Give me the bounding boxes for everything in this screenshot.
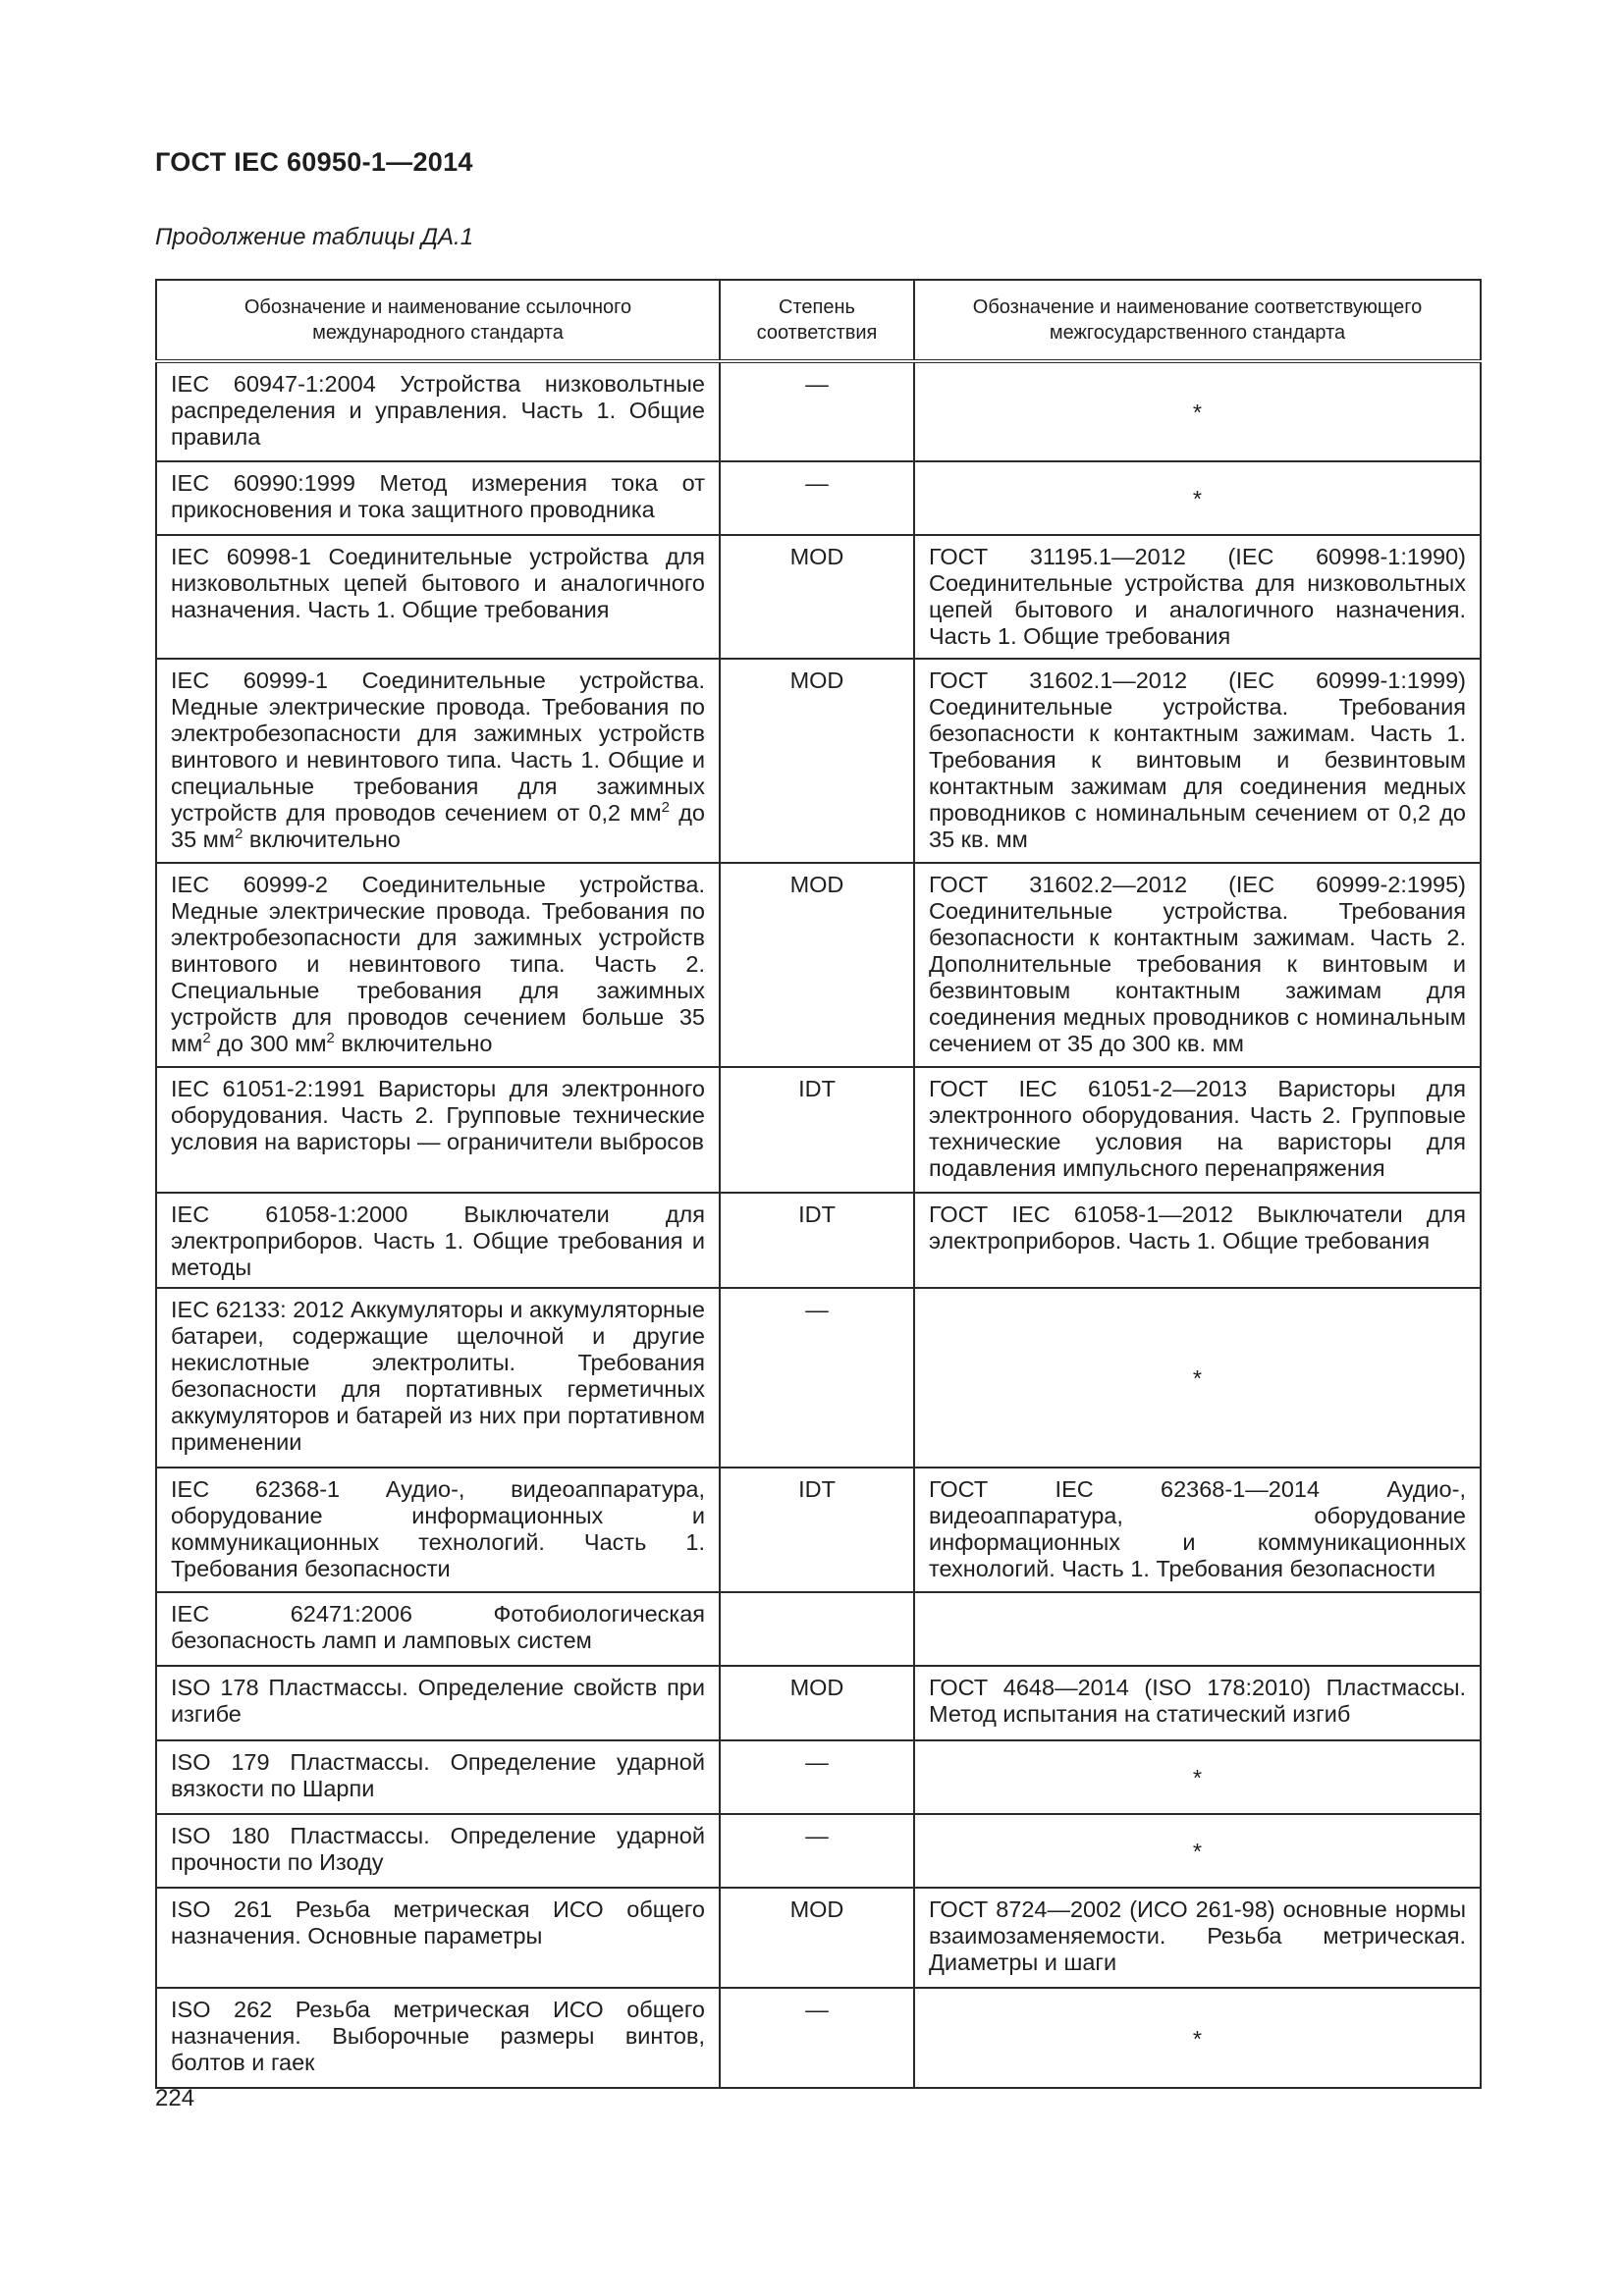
column-header-degree: Степень соответствия xyxy=(720,280,914,361)
interstate-standard-cell: ГОСТ 31602.2—2012 (IEC 60999-2:1995) Соединительные устройства. Требования безопасности к контактным зажимам. Часть 2. Дополнительные требования к винтовым и безвинтовым контактным зажимам для соединения медных проводников с номинальным сечением от 35 до 300 кв. мм xyxy=(914,863,1481,1067)
page-number: 224 xyxy=(155,2085,195,2111)
table-row xyxy=(156,535,1481,659)
international-standard-cell: ISO 180 Пластмассы. Определение ударной прочности по Изоду xyxy=(156,1814,720,1888)
standard-name-text: включительно xyxy=(243,827,401,852)
table-row xyxy=(156,1814,1481,1888)
international-standard-cell: ISO 261 Резьба метрическая ИСО общего назначения. Основные параметры xyxy=(156,1888,720,1988)
interstate-standard-cell: * xyxy=(914,1814,1481,1888)
degree-cell: MOD xyxy=(720,535,914,659)
table-row xyxy=(156,1288,1481,1468)
table-row xyxy=(156,1740,1481,1814)
international-standard-cell xyxy=(156,863,720,1067)
degree-cell: — xyxy=(720,1988,914,2088)
interstate-standard-cell: ГОСТ IEC 61051-2—2013 Варисторы для электронного оборудования. Часть 2. Групповые технические условия на варисторы для подавления импульсного перенапряжения xyxy=(914,1067,1481,1193)
interstate-standard-cell: * xyxy=(914,1988,1481,2088)
interstate-standard-cell: * xyxy=(914,461,1481,535)
interstate-standard-cell: ГОСТ IEC 62368-1—2014 Аудио-, видеоаппаратура, оборудование информационных и коммуникационных технологий. Часть 1. Требования безопасности xyxy=(914,1468,1481,1592)
international-standard-cell: IEC 62471:2006 Фотобиологическая безопасность ламп и ламповых систем xyxy=(156,1592,720,1666)
degree-cell: MOD xyxy=(720,1888,914,1988)
international-standard-cell: ISO 178 Пластмассы. Определение свойств при изгибе xyxy=(156,1666,720,1740)
interstate-standard-cell: ГОСТ 8724—2002 (ИСО 261-98) основные нормы взаимозаменяемости. Резьба метрическая. Диаметры и шаги xyxy=(914,1888,1481,1988)
interstate-standard-cell: ГОСТ 4648—2014 (ISO 178:2010) Пластмассы. Метод испытания на статический изгиб xyxy=(914,1666,1481,1740)
table-caption: Продолжение таблицы ДА.1 xyxy=(155,224,474,250)
international-standard-cell: IEC 60998-1 Соединительные устройства для низковольтных цепей бытового и аналогичного назначения. Часть 1. Общие требования xyxy=(156,535,720,659)
international-standard-cell: IEC 61058-1:2000 Выключатели для электроприборов. Часть 1. Общие требования и методы xyxy=(156,1193,720,1288)
table-row xyxy=(156,863,1481,1067)
superscript: 2 xyxy=(202,1030,211,1047)
international-standard-cell: IEC 61051-2:1991 Варисторы для электронного оборудования. Часть 2. Групповые технические условия на варисторы — ограничители выбросов xyxy=(156,1067,720,1193)
standard-name-text: до 35 мм xyxy=(171,800,705,852)
international-standard-cell: ISO 262 Резьба метрическая ИСО общего назначения. Выборочные размеры винтов, болтов и гаек xyxy=(156,1988,720,2088)
interstate-standard-cell: * xyxy=(914,1288,1481,1468)
interstate-standard-cell: * xyxy=(914,361,1481,461)
interstate-standard-cell: * xyxy=(914,1740,1481,1814)
table-row xyxy=(156,659,1481,863)
degree-cell: IDT xyxy=(720,1468,914,1592)
degree-cell: MOD xyxy=(720,1666,914,1740)
standard-name-text: до 300 мм xyxy=(210,1031,327,1056)
international-standard-cell: IEC 60990:1999 Метод измерения тока от прикосновения и тока защитного проводника xyxy=(156,461,720,535)
table-row xyxy=(156,361,1481,461)
international-standard-cell: IEC 62368-1 Аудио-, видеоаппаратура, оборудование информационных и коммуникационных технологий. Часть 1. Требования безопасности xyxy=(156,1468,720,1592)
degree-cell: — xyxy=(720,361,914,461)
table-row xyxy=(156,1468,1481,1592)
interstate-standard-cell: ГОСТ 31195.1—2012 (IEC 60998-1:1990) Соединительные устройства для низковольтных цепей бытового и аналогичного назначения. Часть 1. Общие требования xyxy=(914,535,1481,659)
standard-name-text: IEC 60999-1 Соединительные устройства. Медные электрические провода. Требования по электробезопасности для зажимных устройств винтового и невинтового типа. Часть 1. Общие и специальные требования для зажимных устройств для проводов сечением от 0,2 мм xyxy=(171,667,705,826)
international-standard-cell xyxy=(156,659,720,863)
interstate-standard-cell xyxy=(914,1592,1481,1666)
table-row xyxy=(156,1193,1481,1288)
degree-cell: IDT xyxy=(720,1193,914,1288)
standard-name-text: включительно xyxy=(334,1031,493,1056)
international-standard-cell: IEC 60947-1:2004 Устройства низковольтные распределения и управления. Часть 1. Общие правила xyxy=(156,361,720,461)
degree-cell: — xyxy=(720,1814,914,1888)
reference-standards-table xyxy=(155,279,1482,2089)
degree-cell: MOD xyxy=(720,659,914,863)
degree-cell: — xyxy=(720,1740,914,1814)
table-row xyxy=(156,461,1481,535)
international-standard-cell: IEC 62133: 2012 Аккумуляторы и аккумуляторные батареи, содержащие щелочной и другие некислотные электролиты. Требования безопасности для портативных герметичных аккумуляторов и батарей из них при портативном применении xyxy=(156,1288,720,1468)
table-row xyxy=(156,1592,1481,1666)
table-row xyxy=(156,1988,1481,2088)
degree-cell: MOD xyxy=(720,863,914,1067)
superscript: 2 xyxy=(661,799,670,817)
superscript: 2 xyxy=(326,1030,335,1047)
degree-cell xyxy=(720,1592,914,1666)
standard-name-text: IEC 60999-2 Соединительные устройства. Медные электрические провода. Требования по электробезопасности для зажимных устройств винтового и невинтового типа. Часть 2. Специальные требования для зажимных устройств для проводов сечением больше 35 мм xyxy=(171,872,705,1056)
column-header-interstate-standard: Обозначение и наименование соответствующего межгосударственного стандарта xyxy=(914,280,1481,361)
interstate-standard-cell: ГОСТ 31602.1—2012 (IEC 60999-1:1999) Соединительные устройства. Требования безопасности к контактным зажимам. Часть 1. Требования к винтовым и безвинтовым контактным зажимам для соединения медных проводников с номинальным сечением от 0,2 до 35 кв. мм xyxy=(914,659,1481,863)
table-row xyxy=(156,1666,1481,1740)
column-header-international-standard: Обозначение и наименование ссылочного международного стандарта xyxy=(156,280,720,361)
degree-cell: — xyxy=(720,1288,914,1468)
interstate-standard-cell: ГОСТ IEC 61058-1—2012 Выключатели для электроприборов. Часть 1. Общие требования xyxy=(914,1193,1481,1288)
superscript: 2 xyxy=(234,826,244,843)
degree-cell: IDT xyxy=(720,1067,914,1193)
table-row xyxy=(156,1067,1481,1193)
degree-cell: — xyxy=(720,461,914,535)
table-header-row xyxy=(156,280,1481,361)
document-title: ГОСТ IEC 60950-1—2014 xyxy=(155,147,473,177)
international-standard-cell: ISO 179 Пластмассы. Определение ударной вязкости по Шарпи xyxy=(156,1740,720,1814)
table-row xyxy=(156,1888,1481,1988)
